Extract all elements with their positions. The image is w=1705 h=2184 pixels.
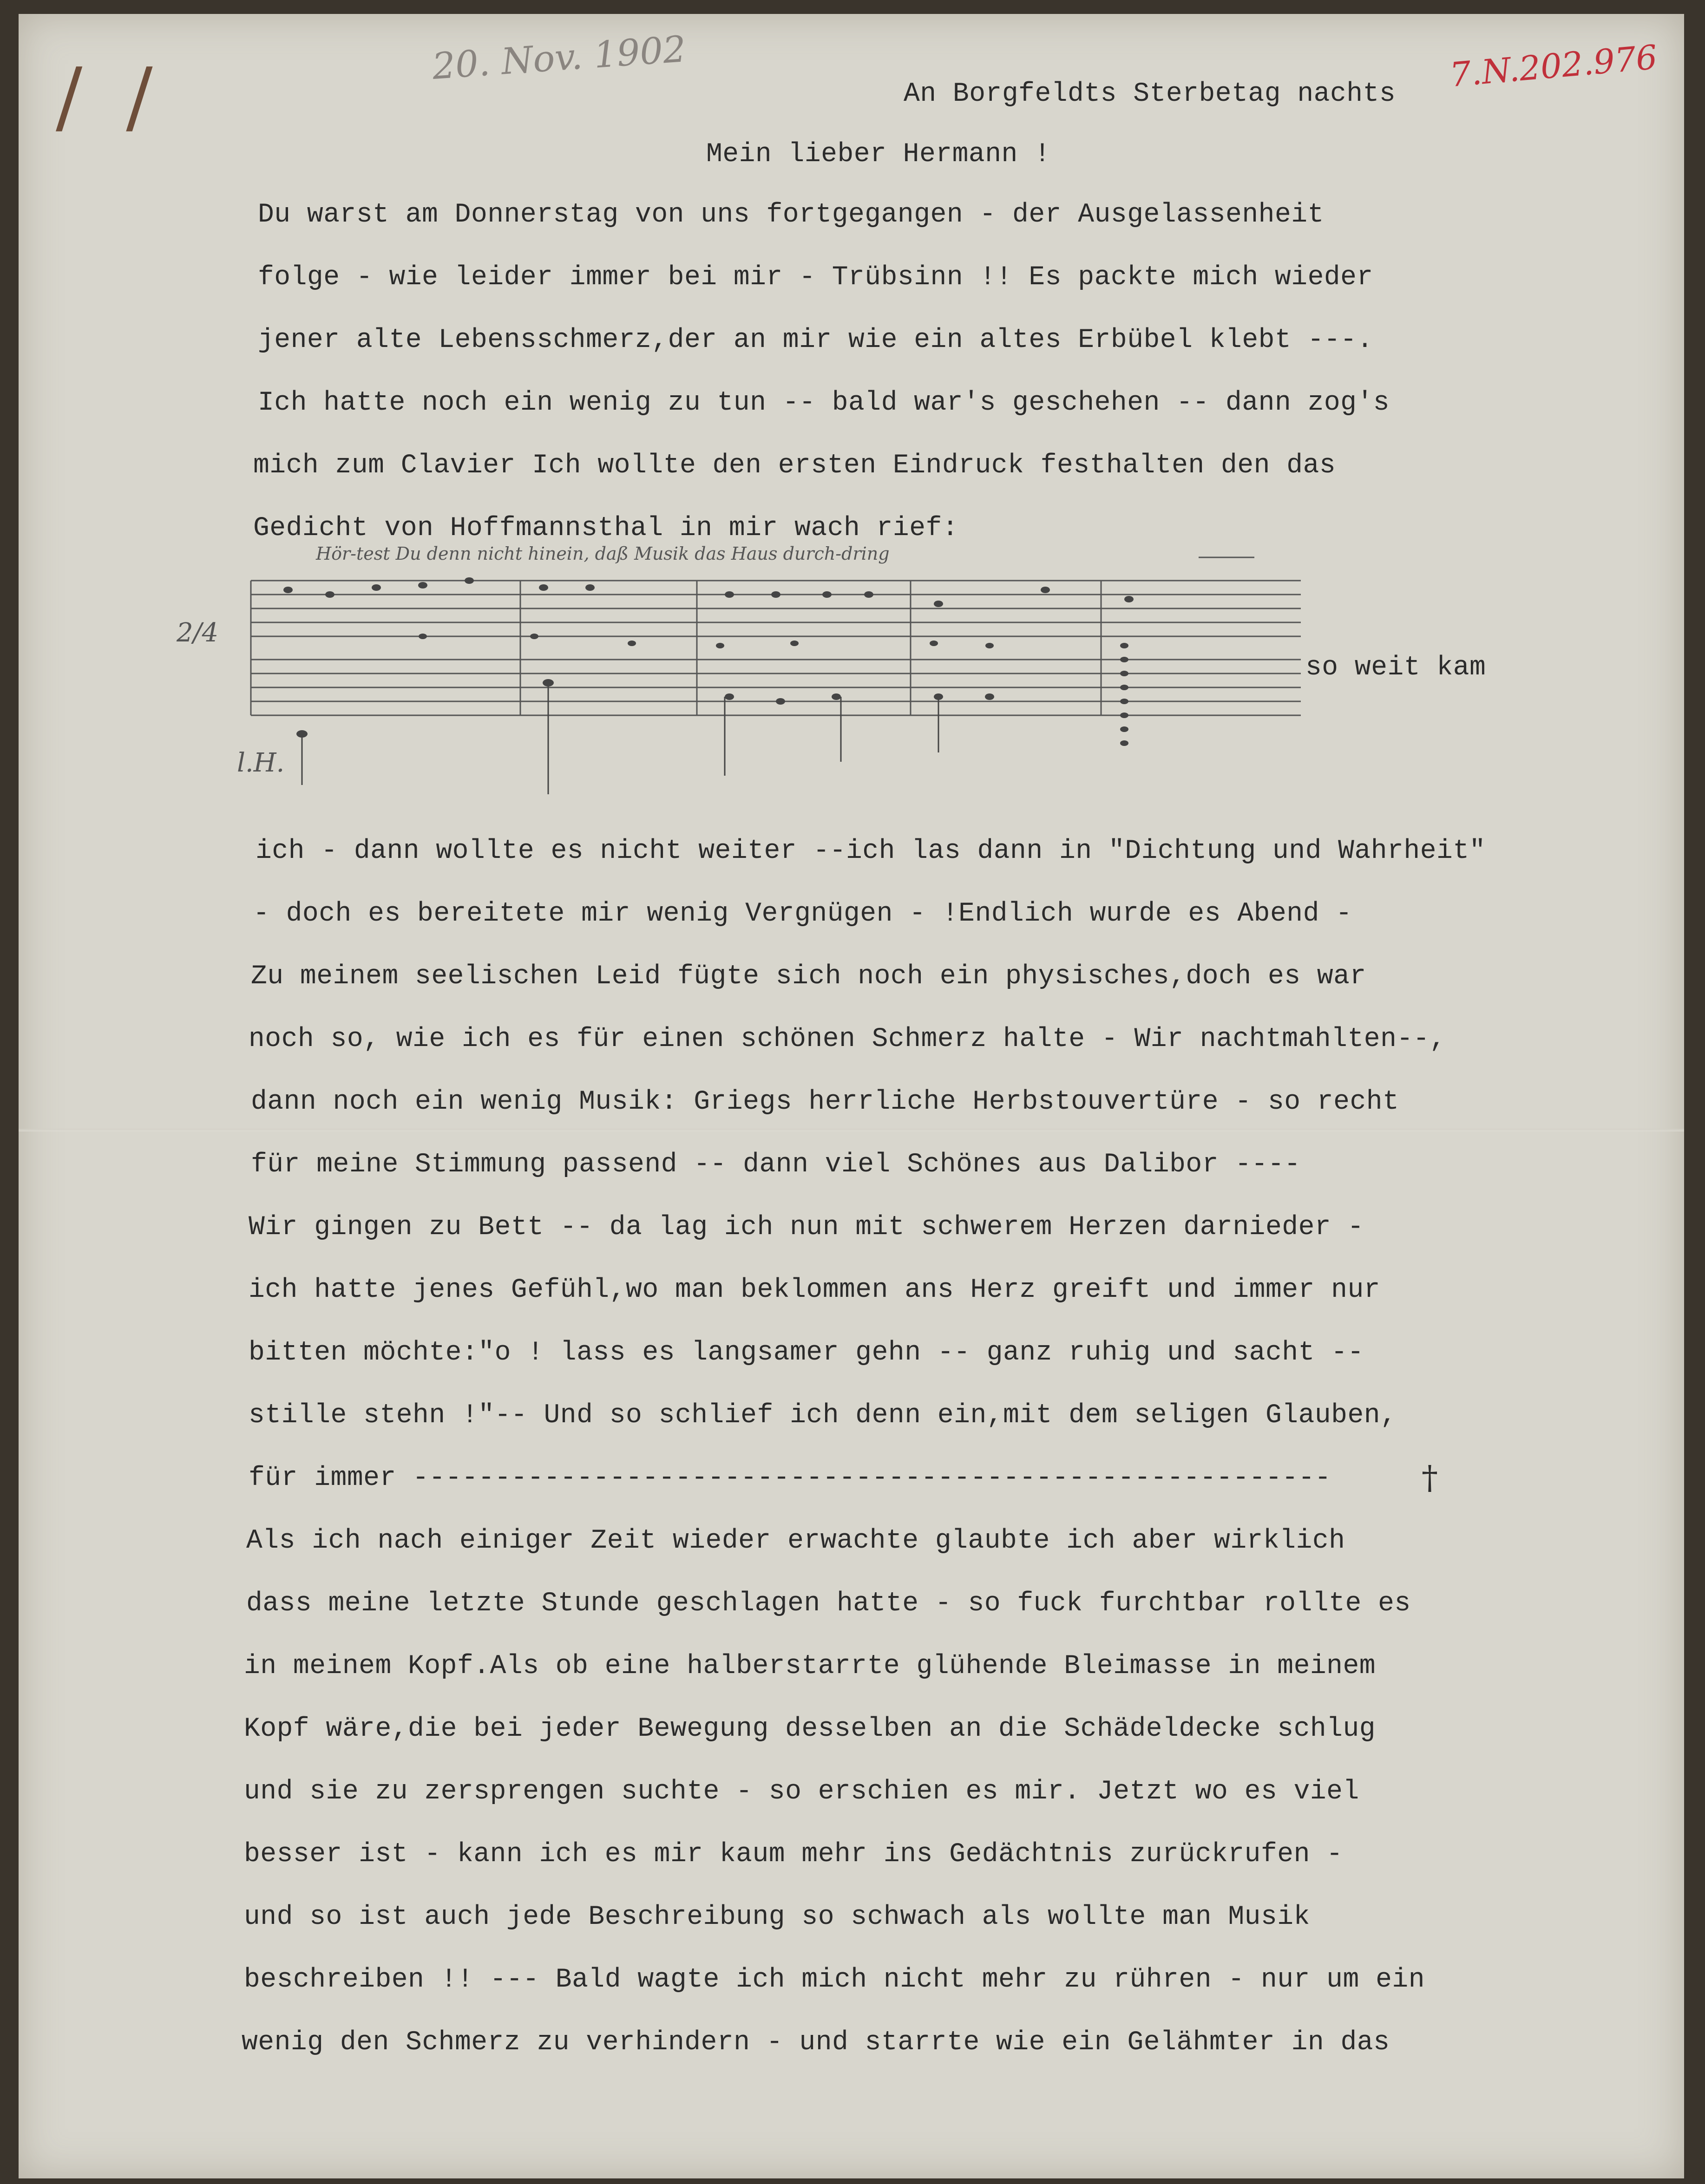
text-line: dann noch ein wenig Musik: Griegs herrliche Herbstouvertüre - so recht	[251, 1087, 1399, 1117]
handwritten-date: 20. Nov. 1902	[431, 28, 688, 88]
score-drawing	[172, 543, 1310, 822]
paper-fold	[19, 1129, 1684, 1131]
text-line: Zu meinem seelischen Leid fügte sich noch ein physisches,doch es war	[251, 961, 1366, 992]
time-signature: 2/4	[177, 618, 219, 648]
occasion-line: An Borgfeldts Sterbetag nachts	[904, 79, 1396, 109]
text-line: Ich hatte noch ein wenig zu tun -- bald war's geschehen -- dann zog's	[258, 388, 1390, 418]
text-line: Wir gingen zu Bett -- da lag ich nun mit schwerem Herzen darnieder -	[249, 1212, 1364, 1242]
text-line: noch so, wie ich es für einen schönen Schmerz halte - Wir nachtmahlten--,	[249, 1024, 1446, 1054]
text-line: Gedicht von Hoffmannsthal in mir wach rief:	[253, 513, 959, 543]
text-line: stille stehn !"-- Und so schlief ich denn ein,mit dem seligen Glauben,	[249, 1400, 1397, 1431]
text-line: besser ist - kann ich es mir kaum mehr ins Gedächtnis zurückrufen -	[244, 1839, 1343, 1870]
text-line: für immer --------------------------------------------------------	[249, 1463, 1331, 1493]
text-line: in meinem Kopf.Als ob eine halberstarrte glühende Bleimasse in meinem	[244, 1651, 1376, 1681]
text-line: und sie zu zersprengen suchte - so erschien es mir. Jetzt wo es viel	[244, 1777, 1359, 1807]
text-line: bitten möchte:"o ! lass es langsamer gehn -- ganz ruhig und sacht --	[249, 1338, 1364, 1368]
left-hand-label: l.H.	[237, 748, 285, 778]
after-score-text: so weit kam	[1305, 653, 1486, 683]
text-line: jener alte Lebensschmerz,der an mir wie ein altes Erbübel klebt ---.	[258, 325, 1373, 355]
music-score	[172, 543, 1310, 822]
archive-number: 7.N.202.976	[1448, 37, 1659, 95]
score-lyrics: Hör-test Du denn nicht hinein, daß Musik das Haus durch-dring	[316, 543, 890, 564]
text-line: dass meine letzte Stunde geschlagen hatte - so fuck furchtbar rollte es	[246, 1589, 1411, 1619]
text-line: und so ist auch jede Beschreibung so schwach als wollte man Musik	[244, 1902, 1310, 1932]
text-line: ich - dann wollte es nicht weiter --ich las dann in "Dichtung und Wahrheit"	[256, 836, 1486, 866]
salutation: Mein lieber Hermann !	[706, 139, 1051, 170]
text-line: für meine Stimmung passend -- dann viel Schönes aus Dalibor ----	[251, 1150, 1301, 1180]
text-line: Als ich nach einiger Zeit wieder erwachte glaubte ich aber wirklich	[246, 1526, 1345, 1556]
text-line: folge - wie leider immer bei mir - Trübsinn !! Es packte mich wieder	[258, 262, 1373, 293]
text-line: Kopf wäre,die bei jeder Bewegung desselben an die Schädeldecke schlug	[244, 1714, 1376, 1744]
death-cross: †	[1422, 1458, 1438, 1497]
text-line: mich zum Clavier Ich wollte den ersten Eindruck festhalten den das	[253, 451, 1336, 481]
text-line: Du warst am Donnerstag von uns fortgegangen - der Ausgelassenheit	[258, 200, 1324, 230]
text-line: beschreiben !! --- Bald wagte ich mich nicht mehr zu rühren - nur um ein	[244, 1965, 1425, 1995]
text-line: wenig den Schmerz zu verhindern - und starrte wie ein Gelähmter in das	[242, 2027, 1390, 2058]
text-line: - doch es bereitete mir wenig Vergnügen - !Endlich wurde es Abend -	[253, 899, 1352, 929]
text-line: ich hatte jenes Gefühl,wo man beklommen ans Herz greift und immer nur	[249, 1275, 1381, 1305]
margin-marks: / /	[56, 51, 162, 143]
